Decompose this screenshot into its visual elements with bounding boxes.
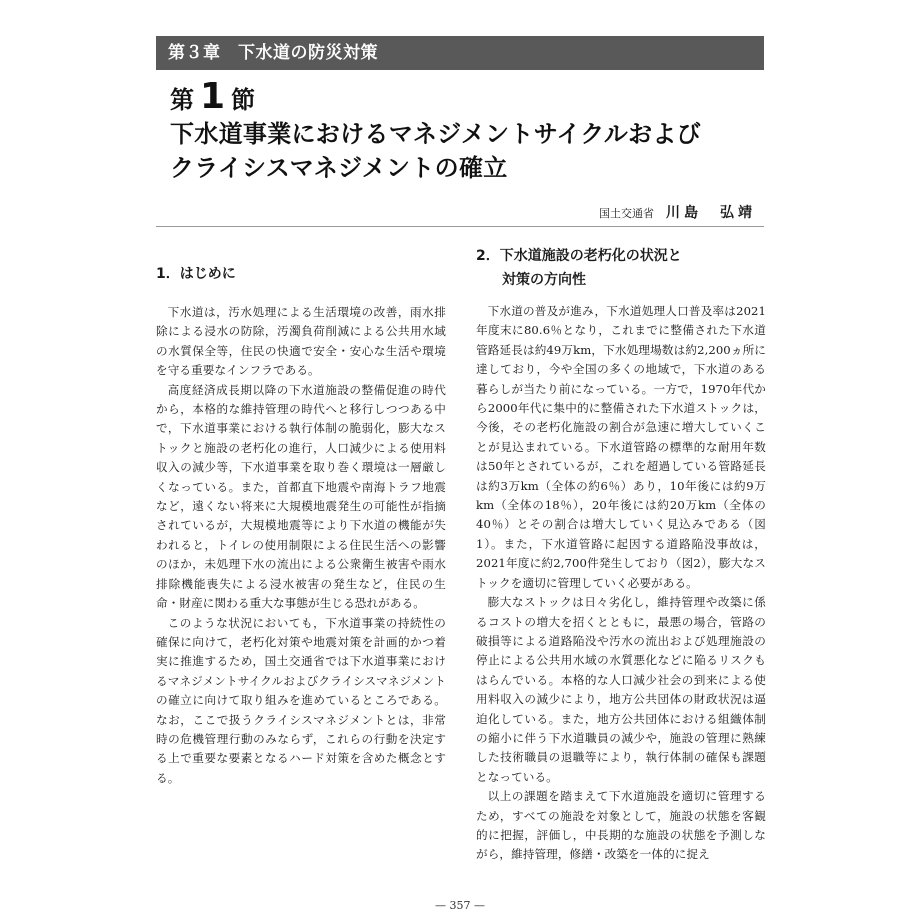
section-title-line-2: クライシスマネジメントの確立	[170, 154, 508, 182]
aging-paragraph-3: 以上の課題を踏まえて下水道施設を適切に管理するため，すべての施設を対象として，施設の状態を客観的に把握，評価し，中長期的な施設の状態を予測しながら，維持管理，修繕・改築を一体的に捉え	[476, 789, 766, 862]
chapter-label: 第３章 下水道の防災対策	[168, 43, 378, 63]
page-number: — 357 —	[435, 899, 485, 912]
intro-heading: 1．はじめに	[156, 266, 236, 282]
section-title-line-1: 下水道事業におけるマネジメントサイクルおよび	[170, 120, 701, 148]
section-title-block	[170, 76, 770, 185]
title-divider	[156, 226, 764, 227]
intro-paragraph-2: 高度経済成長期以降の下水道施設の整備促進の時代から，本格的な維持管理の時代へと移行しつつある中で，下水道事業における執行体制の脆弱化，膨大なストックと施設の老朽化の進行，人口減少による使用料収入の減少等，下水道事業を取り巻く環境は一層厳しくなっている。また，首都直下地震や南海トラフ地震など，遠くない将来に大規模地震発生の可能性が指摘されているが，大規模地震等により下水道の機能が失われると，トイレの使用制限による住民生活への影響のほか，未処理下水の流出による公衆衛生被害や雨水排除機能喪失による浸水被害の発生など，住民の生命・財産に関わる重大な事態が生じる恐れがある。	[156, 382, 446, 611]
intro-paragraph-3: このような状況においても，下水道事業の持続性の確保に向けて，老朽化対策や地震対策を計画的かつ着実に推進するため，国土交通省では下水道事業におけるマネジメントサイクルおよびクライシスマネジメントの確立に向けて取り組みを進めているところである。なお，ここで扱うクライシスマネジメントとは，非常時の危機管理行動のみならず，これらの行動を決定する上で重要な要素となるハード対策を含めた概念とする。	[156, 615, 446, 785]
section-number	[170, 76, 770, 117]
left-column	[156, 262, 446, 788]
aging-paragraph-1: 下水道の普及が進み，下水道処理人口普及率は2021年度末に80.6％となり，これまでに整備された下水道管路延長は約49万km，下水処理場数は約2,200ヵ所に達しており，今や全国の多くの地域で，下水道のある暮らしが当たり前になっている。一方で，1970年代から2000年代に集中的に整備された下水道ストックは，今後，その老朽化施設の割合が急速に増大していくことが見込まれている。下水道管路の標準的な耐用年数は50年とされているが，これを超過している管路延長は約3万km（全体の約6％）あり，10年後には約9万km（全体の18％），20年後には約20万km（全体の40％）とその割合は増大していく見込みである（図1）。また，下水道管路に起因する道路陥没事故は，2021年度に約2,700件発生しており（図2），膨大なストックを適切に管理していく必要がある。	[476, 304, 766, 590]
author-name: 川島 弘靖	[666, 205, 756, 221]
aging-heading-line-1: 2．下水道施設の老朽化の状況と	[476, 248, 682, 264]
section-number-digit: 1	[200, 76, 226, 117]
author-credit	[599, 202, 756, 222]
intro-paragraph-1: 下水道は，汚水処理による生活環境の改善，雨水排除による浸水の防除，汚濁負荷削減による公共用水域の水質保全等，住民の快適で安全・安心な生活や環境を守る重要なインフラである。	[156, 305, 446, 378]
section-suffix: 節	[231, 86, 256, 114]
aging-paragraph-2: 膨大なストックは日々劣化し，維持管理や改築に係るコストの増大を招くとともに，最悪の場合，管路の破損等による道路陥没や汚水の流出および処理施設の停止による公共用水域の水質悪化などに陥るリスクもはらんでいる。本格的な人口減少社会の到来による使用料収入の減少により，地方公共団体の財政状況は逼迫化している。また，地方公共団体における組織体制の縮小に伴う下水道職員の減少や，施設の管理に熟練した技術職員の退職等により，執行体制の確保も課題となっている。	[476, 595, 766, 784]
section-prefix: 第	[170, 86, 194, 114]
author-affiliation: 国土交通省	[599, 207, 654, 220]
aging-heading	[476, 244, 766, 292]
chapter-header-bar	[156, 36, 764, 70]
right-column	[476, 244, 766, 865]
aging-heading-line-2: 対策の方向性	[502, 272, 586, 288]
